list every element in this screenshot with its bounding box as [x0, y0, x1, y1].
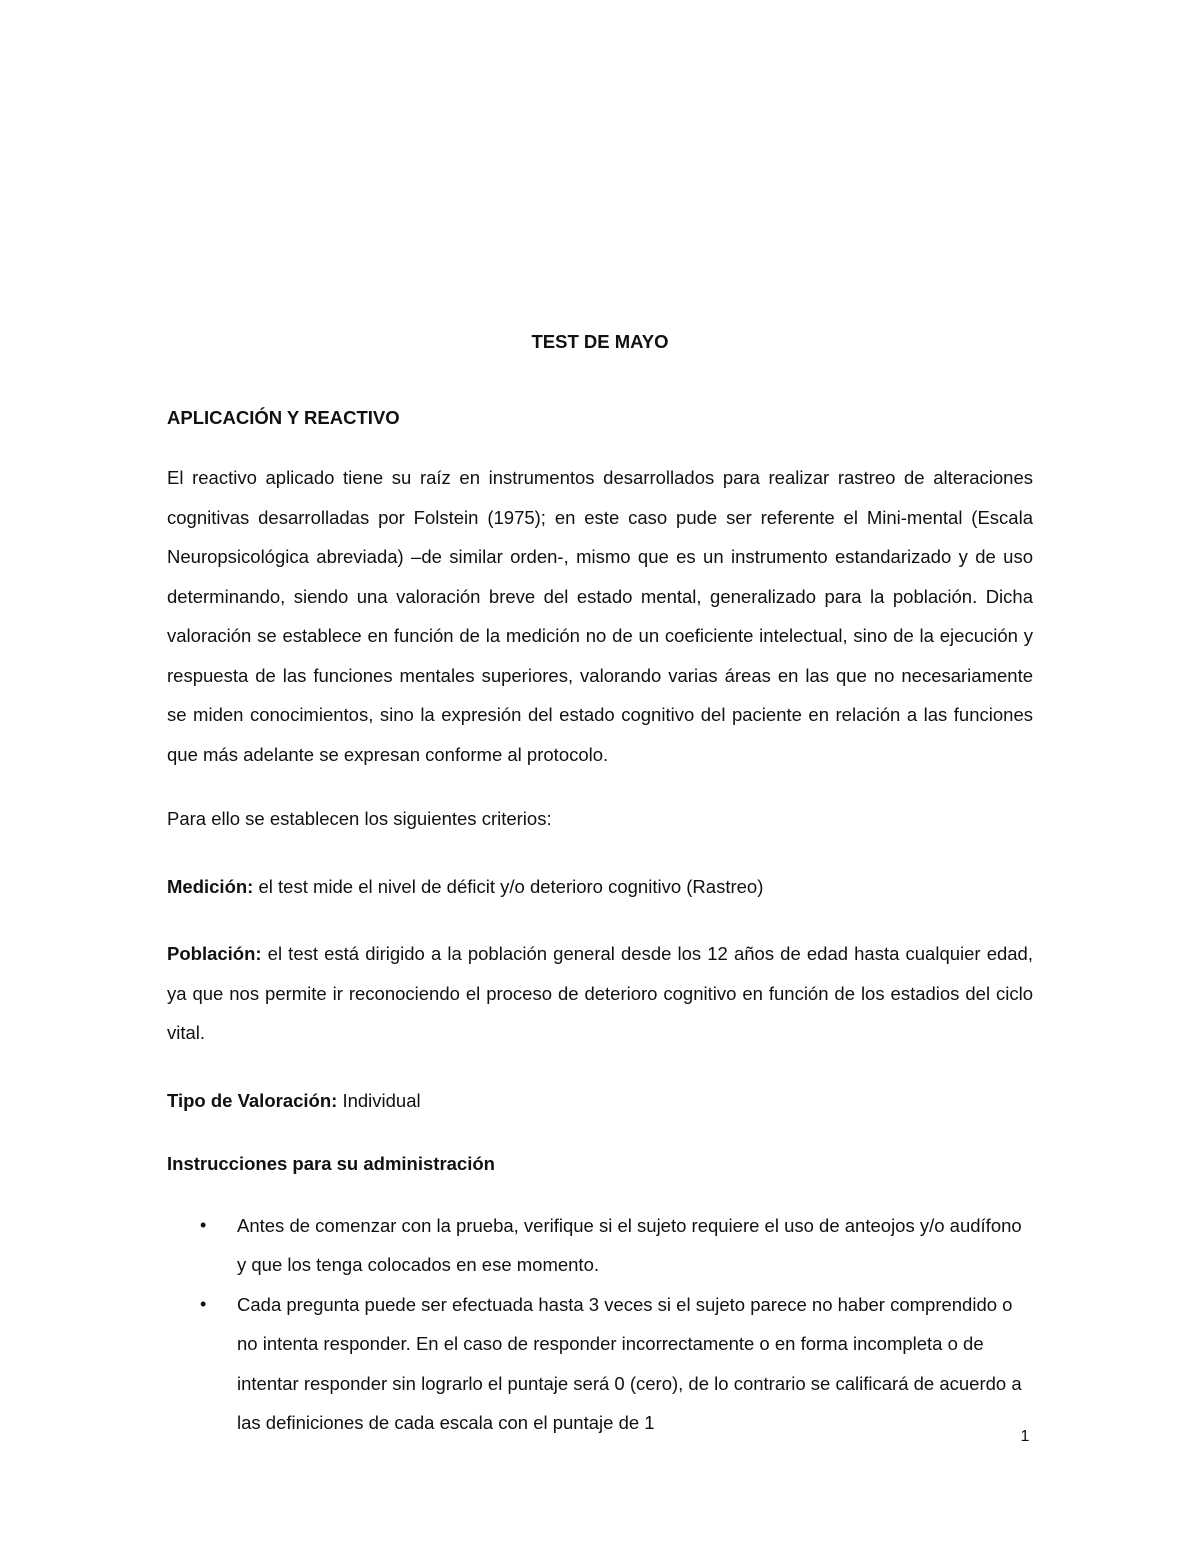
- criterion-label: Población:: [167, 943, 262, 964]
- criterion-poblacion: [167, 934, 1033, 1053]
- instructions-heading: Instrucciones para su administración: [167, 1153, 495, 1174]
- criteria-intro: Para ello se establecen los siguientes criterios:: [167, 808, 552, 829]
- list-item: [167, 1285, 1033, 1443]
- document-title: TEST DE MAYO: [531, 331, 669, 352]
- criterion-text: Individual: [337, 1089, 421, 1111]
- criterion-label: Tipo de Valoración:: [167, 1089, 338, 1111]
- list-item-text: Antes de comenzar con la prueba, verifique si el sujeto requiere el uso de anteojos y/o audífono y que los tenga colocados en ese momento.: [237, 1214, 1022, 1275]
- body-paragraph: El reactivo aplicado tiene su raíz en instrumentos desarrollados para realizar rastreo de alteraciones cognitivas desarrolladas por Folstein (1975); en este caso pude ser referente el Mini-mental (Escala Neuropsicológica abreviada) –de similar orden-, mismo que es un instrumento estandarizado y de uso determinando, siendo una valoración breve del estado mental, generalizado para la población. Dicha valoración se establece en función de la medición no de un coeficiente intelectual, sino de la ejecución y respuesta de las funciones mentales superiores, valorando varias áreas en las que no necesariamente se miden conocimientos, sino la expresión del estado cognitivo del paciente en relación a las funciones que más adelante se expresan conforme al protocolo.: [167, 467, 1033, 765]
- criterion-tipo-valoracion: [167, 1081, 1033, 1121]
- list-item-text: Cada pregunta puede ser efectuada hasta 3 veces si el sujeto parece no haber comprendido o no intenta responder. En el caso de responder incorrectamente o en forma incompleta o de intentar responder sin lograrlo el puntaje será 0 (cero), de lo contrario se calificará de acuerdo a las definiciones de cada escala con el puntaje de 1: [237, 1293, 1022, 1433]
- section-heading: APLICACIÓN Y REACTIVO: [167, 407, 400, 428]
- bullet-icon: •: [200, 1214, 207, 1235]
- criterion-text: el test mide el nivel de déficit y/o deterioro cognitivo (Rastreo): [253, 875, 764, 897]
- criterion-text: el test está dirigido a la población general desde los 12 años de edad hasta cualquier edad, ya que nos permite ir reconociendo el proceso de deterioro cognitivo en función de los estadios del ciclo vital.: [167, 943, 1033, 1043]
- criterion-medicion: [167, 867, 1033, 907]
- page-content: [167, 328, 1033, 1443]
- criterion-label: Medición:: [167, 875, 254, 897]
- bullet-icon: •: [200, 1293, 207, 1314]
- list-item: [167, 1206, 1033, 1285]
- instructions-list: [167, 1206, 1033, 1443]
- page-number: 1: [1020, 1428, 1030, 1445]
